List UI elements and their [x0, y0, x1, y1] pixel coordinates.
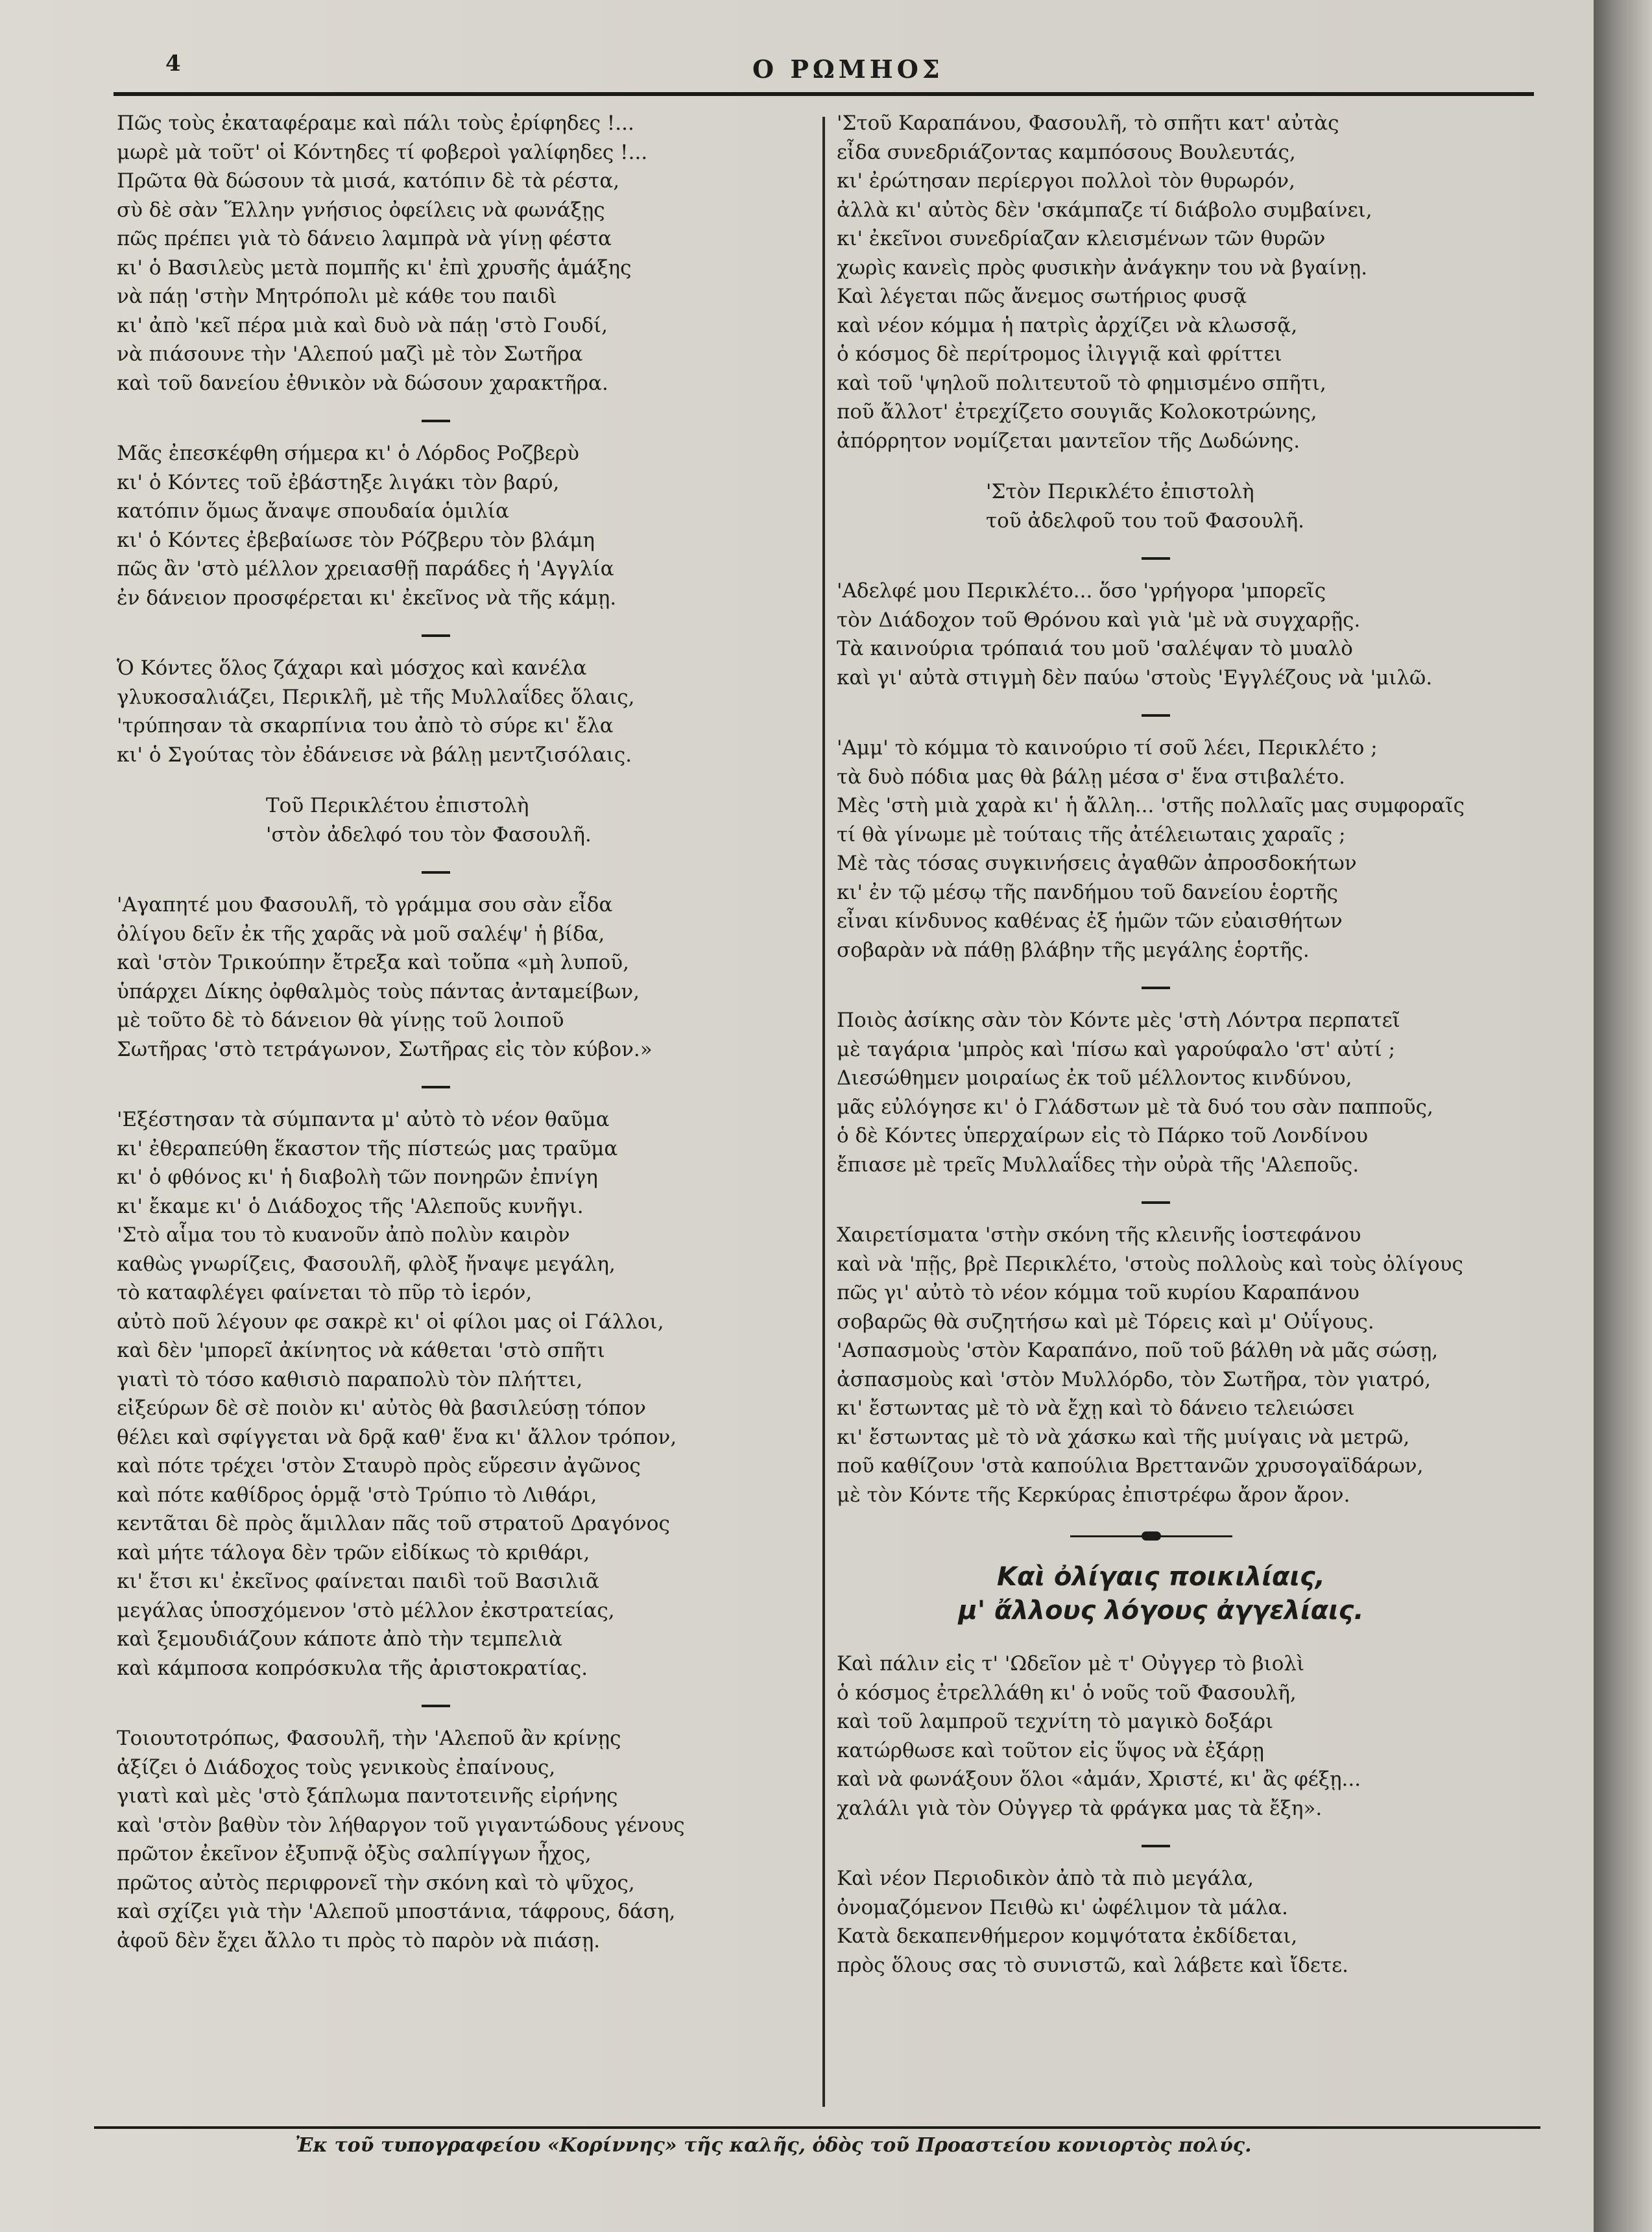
verse-line: νὰ πιάσουνε τὴν 'Αλεπού μαζὶ μὲ τὸν Σωτῆρα — [117, 342, 583, 366]
verse-line: ἀσπασμοὺς καὶ 'στὸν Μυλλόρδο, τὸν Σωτῆρα, τὸν γιατρό, — [837, 1367, 1431, 1391]
verse-line: καὶ πότε καθίδρος ὁρμᾷ 'στὸ Τρύπιο τὸ Λιθάρι, — [117, 1483, 597, 1507]
poem-stanza — [837, 1006, 1459, 1179]
poem-stanza — [117, 654, 739, 769]
verse-line: μὲ ταγάρια 'μπρὸς καὶ 'πίσω καὶ γαρούφαλο 'στ' αὐτί ; — [837, 1037, 1396, 1061]
verse-line: καὶ γι' αὐτὰ στιγμὴ δὲν παύω 'στοὺς 'Εγγλέζους νὰ 'μιλῶ. — [837, 666, 1433, 690]
poem-stanza — [837, 1221, 1463, 1509]
verse-line: Τοιουτοτρόπως, Φασουλῆ, τὴν 'Αλεποῦ ἂν κρίνῃς — [117, 1727, 621, 1750]
section-separator — [1142, 987, 1170, 989]
verse-line: 'Στοῦ Καραπάνου, Φασουλῆ, τὸ σπῆτι κατ' αὐτὰς — [837, 112, 1339, 135]
verse-line: τί θὰ γίνωμε μὲ τούταις τῆς ἀτέλειωταις χαραῖς ; — [837, 822, 1346, 846]
verse-line: καὶ ξεμουδιάζουν κάποτε ἀπὸ τὴν τεμπελιὰ — [117, 1627, 563, 1651]
section-separator — [422, 634, 450, 637]
verse-line: θέλει καὶ σφίγγεται νὰ δρᾷ καθ' ἕνα κι' ἄλλον τρόπον, — [117, 1425, 677, 1449]
verse-line: κατώρθωσε καὶ τοῦτον εἰς ὕψος νὰ ἐξάρῃ — [837, 1738, 1265, 1762]
poem-stanza — [837, 1864, 1459, 1980]
verse-line: ἀφοῦ δὲν ἔχει ἄλλο τι πρὸς τὸ παρὸν νὰ πιάσῃ. — [117, 1928, 601, 1952]
ornament-divider — [1070, 1531, 1232, 1541]
verse-line: τὸν Διάδοχον τοῦ Θρόνου καὶ γιὰ 'μὲ νὰ συγχαρῇς. — [837, 608, 1361, 632]
verse-line: καὶ νέον κόμμα ἡ πατρὶς ἀρχίζει νὰ κλωσσᾷ, — [837, 313, 1298, 337]
poem-stanza — [837, 577, 1459, 692]
verse-line: 'Αμμ' τὸ κόμμα τὸ καινούριο τί σοῦ λέει, Περικλέτο ; — [837, 736, 1378, 760]
verse-line: σοβαρῶς θὰ συζητήσω καὶ μὲ Τόρεις καὶ μ' Οὐΐγους. — [837, 1310, 1374, 1334]
verse-line: ὑπάρχει Δίκης ὀφθαλμὸς τοὺς πάντας ἀνταμείβων, — [117, 979, 640, 1003]
poem-stanza — [117, 109, 739, 398]
verse-line: πρῶτος αὐτὸς περιφρονεῖ τὴν σκόνη καὶ τὸ ψῦχος, — [117, 1871, 635, 1895]
verse-line: Μὲ τὰς τόσας συγκινήσεις ἀγαθῶν ἀπροσδοκήτων — [837, 852, 1357, 875]
verse-line: κι' ὁ Κόντες ἐβεβαίωσε τὸν Ρόζβερυ τὸν βλάμη — [117, 528, 595, 552]
verse-line: εἶναι κίνδυνος καθένας ἐξ ἡμῶν τῶν εὐαισθήτων — [837, 909, 1343, 933]
verse-line: σοβαρὰν νὰ πάθῃ βλάβην τῆς μεγάλης ἑορτῆς. — [837, 938, 1310, 962]
left-column — [117, 109, 739, 1977]
poem-stanza — [117, 1724, 739, 1955]
page-edge-shadow — [1594, 0, 1652, 2232]
section-heading-line: Καὶ ὀλίγαις ποικιλίαις, — [997, 1562, 1325, 1592]
section-separator — [422, 871, 450, 874]
verse-line: κι' ἐρώτησαν περίεργοι πολλοὶ τὸν θυρωρόν, — [837, 169, 1295, 193]
verse-line: ἀξίζει ὁ Διάδοχος τοὺς γενικοὺς ἐπαίνους, — [117, 1755, 556, 1779]
section-separator — [1142, 557, 1170, 560]
verse-line: καὶ τοῦ δανείου ἐθνικὸν νὰ δώσουν χαρακτῆρα. — [117, 371, 608, 395]
letter-title-line: 'Στὸν Περικλέτο ἐπιστολὴ — [986, 480, 1254, 503]
section-separator — [1142, 1845, 1170, 1847]
verse-line: ὁ κόσμος δὲ περίτρομος ἰλιγγιᾷ καὶ φρίττει — [837, 342, 1282, 366]
verse-line: γλυκοσαλιάζει, Περικλῆ, μὲ τῆς Μυλλαΐδες ὅλαις, — [117, 685, 635, 709]
section-heading-line: μ' ἄλλους λόγους ἀγγελίαις. — [958, 1596, 1364, 1626]
verse-line: καὶ σχίζει γιὰ τὴν 'Αλεποῦ μποστάνια, τάφρους, δάση, — [117, 1900, 676, 1923]
verse-line: 'Αδελφέ μου Περικλέτο... ὅσο 'γρήγορα 'μπορεῖς — [837, 579, 1326, 603]
verse-line: πῶς γι' αὐτὸ τὸ νέον κόμμα τοῦ κυρίου Καραπάνου — [837, 1281, 1359, 1304]
verse-line: ὀλίγου δεῖν ἐκ τῆς χαρᾶς νὰ μοῦ σαλέψ' ἡ βίδα, — [117, 922, 605, 946]
section-heading — [837, 1560, 1459, 1627]
verse-line: χαλάλι γιὰ τὸν Οὐγγερ τὰ φράγκα μας τὰ ἔξη». — [837, 1796, 1323, 1820]
section-separator — [1142, 1201, 1170, 1204]
verse-line: Μὲς 'στὴ μιὰ χαρὰ κι' ἡ ἄλλη... 'στῆς πολλαῖς μας συμφοραῖς — [837, 794, 1465, 817]
letter-title — [837, 477, 1459, 535]
section-separator — [422, 420, 450, 422]
verse-line: Ὁ Κόντες ὅλος ζάχαρι καὶ μόσχος καὶ κανέλα — [117, 656, 587, 680]
verse-line: εἶδα συνεδριάζοντας καμπόσους Βουλευτάς, — [837, 140, 1296, 164]
poem-stanza — [117, 1105, 739, 1683]
verse-line: μεγάλας ὑποσχόμενον 'στὸ μέλλον ἐκστρατείας, — [117, 1598, 615, 1622]
footer-rule — [94, 2126, 1540, 2129]
verse-line: Καὶ λέγεται πῶς ἄνεμος σωτήριος φυσᾷ — [837, 285, 1247, 308]
verse-line: Τὰ καινούρια τρόπαιά του μοῦ 'σαλέψαν τὸ μυαλὸ — [837, 637, 1353, 660]
verse-line: εἰξεύρων δὲ σὲ ποιὸν κι' αὐτὸς θὰ βασιλεύσῃ τόπον — [117, 1397, 646, 1420]
verse-line: κατόπιν ὅμως ἄναψε σπουδαία ὁμιλία — [117, 499, 509, 523]
verse-line: καὶ δὲν 'μπορεῖ ἀκίνητος νὰ κάθεται 'στὸ σπῆτι — [117, 1339, 605, 1362]
verse-line: καθὼς γνωρίζεις, Φασουλῆ, φλὸξ ἤναψε μεγάλη, — [117, 1252, 616, 1276]
verse-line: κεντᾶται δὲ πρὸς ἅμιλλαν πᾶς τοῦ στρατοῦ Δραγόνος — [117, 1512, 670, 1535]
verse-line: μὲ τὸν Κόντε τῆς Κερκύρας ἐπιστρέφω ἄρον ἄρον. — [837, 1483, 1350, 1507]
verse-line: καὶ πότε τρέχει 'στὸν Σταυρὸ πρὸς εὕρεσιν ἀγῶνος — [117, 1454, 641, 1478]
verse-line: καὶ τοῦ 'ψηλοῦ πολιτευτοῦ τὸ φημισμένο σπῆτι, — [837, 371, 1326, 395]
verse-line: μωρὲ μὰ τοῦτ' οἱ Κόντηδες τί φοβεροὶ γαλίφηδες !... — [117, 140, 648, 164]
section-separator — [1142, 714, 1170, 717]
verse-line: κι' ὁ φθόνος κι' ἡ διαβολὴ τῶν πονηρῶν ἐπνίγη — [117, 1166, 598, 1189]
poem-stanza — [837, 734, 1465, 965]
verse-line: χωρὶς κανεὶς πρὸς φυσικὴν ἀνάγκην του νὰ βγαίνῃ. — [837, 256, 1368, 280]
verse-line: Μᾶς ἐπεσκέφθη σήμερα κι' ὁ Λόρδος Ροζβερὺ — [117, 442, 579, 465]
verse-line: καὶ νὰ φωνάξουν ὅλοι «ἀμάν, Χριστέ, κι' ἂς φέξῃ... — [837, 1768, 1361, 1791]
verse-line: ἀλλὰ κι' αὐτὸς δὲν 'σκάμπαζε τί διάβολο συμβαίνει, — [837, 198, 1372, 222]
verse-line: μᾶς εὐλόγησε κι' ὁ Γλάδστων μὲ τὰ δυό του σὰν παπποῦς, — [837, 1095, 1433, 1119]
section-separator — [422, 1705, 450, 1707]
verse-line: ἐν δάνειον προσφέρεται κι' ἐκεῖνος νὰ τῆς κάμῃ. — [117, 586, 617, 610]
verse-line: πῶς ἂν 'στὸ μέλλον χρειασθῇ παράδες ἡ 'Αγγλία — [117, 557, 614, 581]
verse-line: Πῶς τοὺς ἐκαταφέραμε καὶ πάλι τοὺς ἐρίφηδες !... — [117, 112, 634, 135]
verse-line: γιατὶ τὸ τόσο καθισιὸ παραπολὺ τὸν πλήττει, — [117, 1367, 583, 1391]
letter-title — [117, 791, 739, 849]
verse-line: Καὶ νέον Περιοδικὸν ἀπὸ τὰ πιὸ μεγάλα, — [837, 1867, 1254, 1890]
poem-stanza — [117, 439, 739, 612]
verse-line: κι' ὁ Κόντες τοῦ ἐβάστηξε λιγάκι τὸν βαρύ, — [117, 470, 560, 494]
masthead-title: Ο ΡΩΜΗΟΣ — [752, 54, 944, 84]
verse-line: νὰ πάῃ 'στὴν Μητρόπολι μὲ κάθε του παιδὶ — [117, 285, 557, 308]
letter-title-line: 'στὸν ἀδελφό του τὸν Φασουλῆ. — [266, 822, 592, 846]
verse-line: κι' ἐν τῷ μέσῳ τῆς πανδήμου τοῦ δανείου ἑορτῆς — [837, 880, 1339, 904]
verse-line: κι' ἔκαμε κι' ὁ Διάδοχος τῆς 'Αλεποῦς κυνῆγι. — [117, 1194, 584, 1218]
printer-colophon: Ἐκ τοῦ τυπογραφείου «Κορίννης» τῆς καλῆς, ὁδὸς τοῦ Προαστείου κονιορτὸς πολύς. — [295, 2134, 1252, 2157]
verse-line: καὶ 'στὸν βαθὺν τὸν λήθαργον τοῦ γιγαντώδους γένους — [117, 1813, 685, 1837]
verse-line: ἀπόρρητον νομίζεται μαντεῖον τῆς Δωδώνης. — [837, 429, 1300, 453]
verse-line: Πρῶτα θὰ δώσουν τὰ μισά, κατόπιν δὲ τὰ ρέστα, — [117, 169, 620, 193]
verse-line: μὲ τοῦτο δὲ τὸ δάνειον θὰ γίνῃς τοῦ λοιποῦ — [117, 1009, 564, 1032]
verse-line: κι' ἐθεραπεύθη ἕκαστον τῆς πίστεώς μας τραῦμα — [117, 1136, 618, 1160]
verse-line: Χαιρετίσματα 'στὴν σκόνη τῆς κλεινῆς ἱοστεφάνου — [837, 1223, 1361, 1247]
verse-line: σὺ δὲ σὰν Ἕλλην γνήσιος ὀφείλεις νὰ φωνάξῃς — [117, 198, 605, 222]
verse-line: ὁ κόσμος ἐτρελλάθη κι' ὁ νοῦς τοῦ Φασουλῆ, — [837, 1681, 1297, 1705]
verse-line: Σωτῆρας 'στὸ τετράγωνον, Σωτῆρας εἰς τὸν κύβον.» — [117, 1037, 652, 1061]
section-separator — [422, 1086, 450, 1088]
verse-line: ἔπιασε μὲ τρεῖς Μυλλαΐδες τὴν οὐρὰ τῆς 'Αλεποῦς. — [837, 1153, 1359, 1177]
verse-line: πῶς πρέπει γιὰ τὸ δάνειο λαμπρὰ νὰ γίνῃ φέστα — [117, 227, 612, 250]
verse-line: κι' ὁ Βασιλεὺς μετὰ πομπῆς κι' ἐπὶ χρυσῆς ἁμάξης — [117, 256, 632, 280]
verse-line: κι' ἔστωντας μὲ τὸ νὰ χάσκω καὶ τῆς μυίγαις νὰ μετρῶ, — [837, 1425, 1410, 1449]
verse-line: ποῦ καθίζουν 'στὰ καπούλια Βρεττανῶν χρυσογαϊδάρων, — [837, 1454, 1424, 1478]
verse-line: καὶ τοῦ λαμπροῦ τεχνίτη τὸ μαγικὸ δοξάρι — [837, 1710, 1274, 1733]
verse-line: κι' ὁ Σγούτας τὸν ἐδάνεισε νὰ βάλῃ μεντζισόλαις. — [117, 743, 632, 767]
verse-line: Καὶ πάλιν εἰς τ' 'Ωδεῖον μὲ τ' Οὐγγερ τὸ βιολὶ — [837, 1652, 1305, 1675]
verse-line: Διεσώθημεν μοιραίως ἐκ τοῦ μέλλοντος κινδύνου, — [837, 1066, 1352, 1090]
poem-stanza — [837, 109, 1459, 455]
verse-line: Κατὰ δεκαπενθήμερον κομψότατα ἐκδίδεται, — [837, 1925, 1298, 1948]
verse-line: τὸ καταφλέγει φαίνεται τὸ πῦρ τὸ ἱερόν, — [117, 1281, 533, 1304]
verse-line: Ποιὸς ἀσίκης σὰν τὸν Κόντε μὲς 'στὴ Λόντρα περπατεῖ — [837, 1009, 1400, 1032]
verse-line: 'Αγαπητέ μου Φασουλῆ, τὸ γράμμα σου σὰν εἶδα — [117, 893, 613, 917]
verse-line: αὐτὸ ποῦ λέγουν φε σακρὲ κι' οἱ φίλοι μας οἱ Γάλλοι, — [117, 1310, 664, 1334]
verse-line: κι' ἀπὸ 'κεῖ πέρα μιὰ καὶ δυὸ νὰ πάῃ 'στὸ Γουδί, — [117, 313, 608, 337]
verse-line: γιατὶ καὶ μὲς 'στὸ ξάπλωμα παντοτεινῆς εἰρήνης — [117, 1784, 618, 1808]
header-rule — [114, 92, 1534, 96]
verse-line: καὶ νὰ 'πῇς, βρὲ Περικλέτο, 'στοὺς πολλοὺς καὶ τοὺς ὀλίγους — [837, 1252, 1463, 1276]
verse-line: καὶ μήτε τάλογα δὲν τρῶν εἰδίκως τὸ κριθάρι, — [117, 1541, 590, 1565]
verse-line: 'τρύπησαν τὰ σκαρπίνια του ἀπὸ τὸ σύρε κι' ἔλα — [117, 714, 614, 738]
verse-line: πρῶτον ἐκεῖνον ἐξυπνᾷ ὀξὺς σαλπίγγων ἦχος, — [117, 1842, 592, 1866]
verse-line: τὰ δυὸ πόδια μας θὰ βάλῃ μέσα σ' ἕνα στιβαλέτο. — [837, 765, 1345, 789]
verse-line: κι' ἔτσι κι' ἐκεῖνος φαίνεται παιδὶ τοῦ Βασιλιᾶ — [117, 1570, 599, 1593]
letter-title-line: τοῦ ἀδελφοῦ του τοῦ Φασουλῆ. — [986, 509, 1305, 533]
poem-stanza — [837, 1650, 1459, 1823]
verse-line: κι' ἔστωντας μὲ τὸ νὰ ἔχῃ καὶ τὸ δάνειο τελειώσει — [837, 1397, 1355, 1420]
column-divider — [822, 117, 825, 2107]
verse-line: 'Στὸ αἷμα του τὸ κυανοῦν ἀπὸ πολὺν καιρὸν — [117, 1223, 570, 1247]
verse-line: καὶ 'στὸν Τρικούπην ἔτρεξα καὶ τοὔπα «μὴ λυποῦ, — [117, 951, 629, 974]
verse-line: ὀνομαζόμενον Πειθὼ κι' ὠφέλιμον τὰ μάλα. — [837, 1895, 1288, 1919]
letter-title-line: Τοῦ Περικλέτου ἐπιστολὴ — [266, 794, 529, 817]
verse-line: πρὸς ὅλους σας τὸ συνιστῶ, καὶ λάβετε καὶ ἴδετε. — [837, 1953, 1349, 1977]
right-column — [837, 109, 1465, 2002]
verse-line: 'Εξέστησαν τὰ σύμπαντα μ' αὐτὸ τὸ νέον θαῦμα — [117, 1108, 610, 1131]
verse-line: ποῦ ἄλλοτ' ἐτρεχίζετο σουγιᾶς Κολοκοτρώνης, — [837, 400, 1317, 424]
verse-line: ὁ δὲ Κόντες ὑπερχαίρων εἰς τὸ Πάρκο τοῦ Λονδίνου — [837, 1124, 1369, 1147]
page-number: 4 — [165, 51, 181, 77]
verse-line: καὶ κάμποσα κοπρόσκυλα τῆς ἀριστοκρατίας. — [117, 1656, 588, 1680]
poem-stanza — [117, 891, 739, 1064]
verse-line: 'Ασπασμοὺς 'στὸν Καραπάνο, ποῦ τοῦ βάλθη νὰ μᾶς σώσῃ, — [837, 1339, 1439, 1362]
verse-line: κι' ἐκεῖνοι συνεδρίαζαν κλεισμένων τῶν θυρῶν — [837, 227, 1326, 250]
